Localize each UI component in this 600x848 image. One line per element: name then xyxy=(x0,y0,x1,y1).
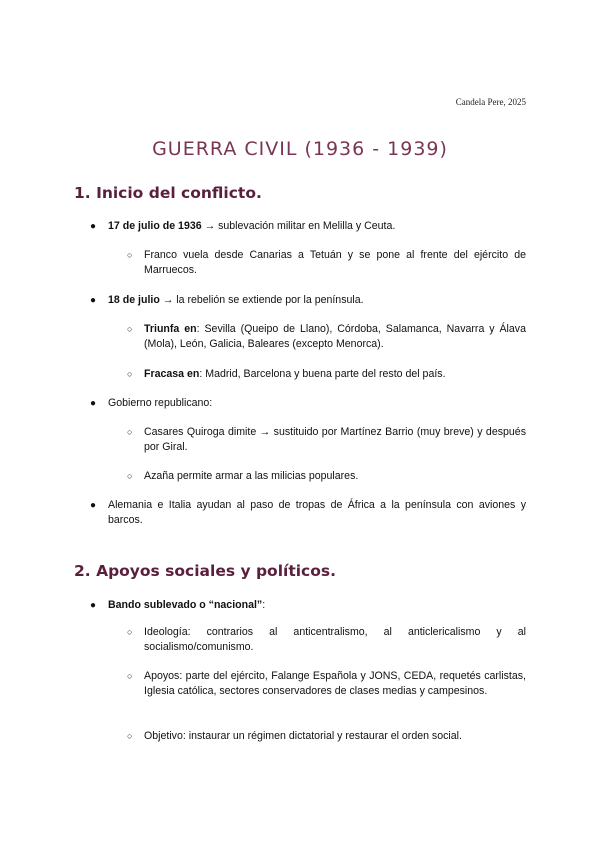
item-text: Casares Quiroga dimite → sustituido por Martínez Barrio (muy breve) y después por Giral. xyxy=(144,426,526,453)
bullet-disc-icon: ● xyxy=(90,500,97,511)
bullet-disc-icon: ● xyxy=(90,398,97,409)
item-bold-text: Bando sublevado o “nacional” xyxy=(108,599,263,611)
page-title: GUERRA CIVIL (1936 - 1939) xyxy=(152,138,448,160)
list-item xyxy=(108,598,526,613)
section-heading-1: 1. Inicio del conflicto. xyxy=(74,184,262,202)
bullet-disc-icon: ● xyxy=(90,295,97,306)
list-item xyxy=(144,729,526,744)
item-text: Ideología: contrarios al anticentralismo, al anticlericalismo y al socialismo/comunismo. xyxy=(144,626,526,653)
bullet-circle-icon: ○ xyxy=(127,671,133,681)
bullet-circle-icon: ○ xyxy=(127,369,133,379)
item-text: Franco vuela desde Canarias a Tetuán y se pone al frente del ejército de Marruecos. xyxy=(144,249,526,276)
section-heading-2: 2. Apoyos sociales y políticos. xyxy=(74,562,337,580)
bullet-circle-icon: ○ xyxy=(127,471,133,481)
item-text: : Sevilla (Queipo de Llano), Córdoba, Salamanca, Navarra y Álava (Mola), León, Galicia, Baleares (excepto Menorca). xyxy=(144,323,526,350)
list-item xyxy=(108,293,526,308)
item-text: → la rebelión se extiende por la península. xyxy=(159,294,364,306)
author-line: Candela Pere, 2025 xyxy=(455,97,526,107)
bullet-circle-icon: ○ xyxy=(127,250,133,260)
item-text: → sublevación militar en Melilla y Ceuta. xyxy=(201,220,396,232)
bullet-disc-icon: ● xyxy=(90,600,97,611)
list-item xyxy=(144,367,526,382)
item-text: : xyxy=(262,599,266,611)
list-item xyxy=(144,425,526,455)
bullet-circle-icon: ○ xyxy=(127,427,133,437)
list-item xyxy=(144,469,526,484)
item-bold-text: Triunfa en xyxy=(144,323,197,335)
bullet-circle-icon: ○ xyxy=(127,627,133,637)
bullet-circle-icon: ○ xyxy=(127,324,133,334)
list-item xyxy=(144,248,526,278)
bullet-circle-icon: ○ xyxy=(127,731,133,741)
bullet-disc-icon: ● xyxy=(90,221,97,232)
list-item xyxy=(108,396,526,411)
item-text: Alemania e Italia ayudan al paso de tropas de África a la península con aviones y barcos. xyxy=(108,499,526,526)
item-bold-text: 17 de julio de 1936 xyxy=(108,220,202,232)
list-item xyxy=(144,625,526,655)
item-text: : Madrid, Barcelona y buena parte del resto del país. xyxy=(199,368,446,380)
item-text: Apoyos: parte del ejército, Falange Española y JONS, CEDA, requetés carlistas, Iglesia católica, sectores conservadores de clases medias y campesinos. xyxy=(144,670,526,697)
item-bold-text: 18 de julio xyxy=(108,294,160,306)
list-item xyxy=(144,669,526,699)
item-text: Objetivo: instaurar un régimen dictatorial y restaurar el orden social. xyxy=(144,730,462,742)
list-item xyxy=(144,322,526,352)
list-item xyxy=(108,498,526,528)
list-item xyxy=(108,219,526,234)
item-bold-text: Fracasa en xyxy=(144,368,200,380)
item-text: Gobierno republicano: xyxy=(108,397,213,409)
item-text: Azaña permite armar a las milicias populares. xyxy=(144,470,359,482)
